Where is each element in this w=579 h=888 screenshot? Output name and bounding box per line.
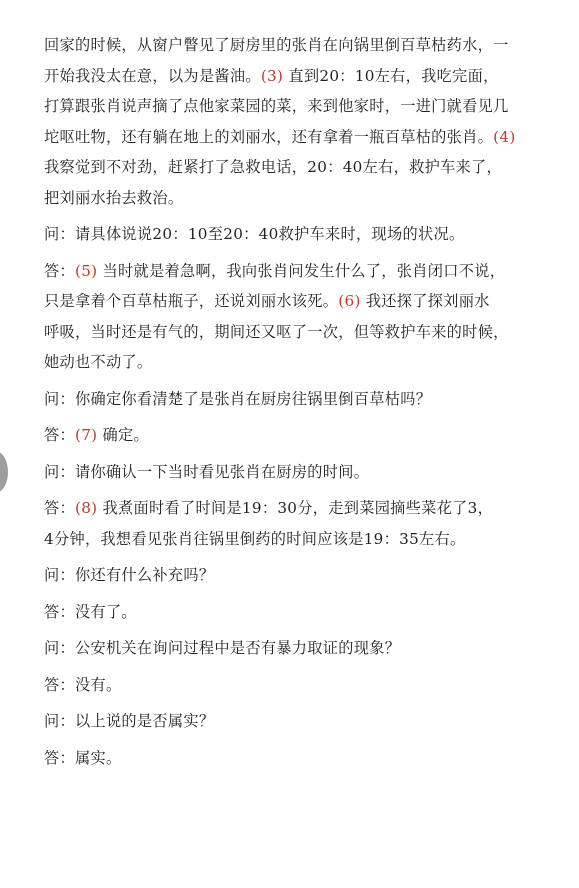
- text-segment: 答：: [44, 426, 75, 444]
- text-segment: 答：属实。: [44, 748, 122, 767]
- text-line: [44, 493, 562, 524]
- text-segment: 把刘丽水抬去救治。: [44, 188, 184, 207]
- text-line: [44, 743, 562, 774]
- text-segment: 回家的时候，从窗户瞥见了厨房里的张肖在向锅里倒百草枯药水，一: [44, 36, 509, 54]
- text-segment: 确定。: [97, 426, 149, 444]
- transcript-paragraph: [44, 560, 562, 591]
- text-line: [44, 30, 562, 61]
- text-line: [44, 91, 562, 122]
- annotation-marker: (5): [74, 261, 98, 280]
- text-line: [44, 347, 562, 378]
- text-segment: 答：: [44, 499, 75, 517]
- transcript-paragraph: [44, 219, 562, 250]
- text-line: [44, 122, 562, 153]
- text-segment: 问：你还有什么补充吗？: [44, 566, 215, 584]
- text-segment: 我察觉到不对劲，赶紧打了急救电话，20：40左右，救护车来了，: [44, 158, 503, 176]
- text-segment: 呼吸，当时还是有气的，期间还又呕了一次，但等救护车来的时候，: [44, 322, 509, 341]
- text-line: [44, 420, 562, 451]
- text-segment: 答：没有。: [44, 675, 122, 694]
- transcript-paragraph: [44, 670, 562, 701]
- text-segment: 当时就是着急啊，我向张肖问发生什么了，张肖闭口不说，: [97, 261, 506, 280]
- text-segment: 直到20：10左右，我吃完面，: [283, 66, 499, 85]
- text-segment: 问：请你确认一下当时看见张肖在厨房的时间。: [44, 462, 370, 481]
- side-scroll-handle[interactable]: [0, 452, 8, 492]
- text-line: [44, 61, 562, 92]
- text-line: [44, 524, 562, 555]
- text-line: [44, 706, 562, 737]
- transcript-paragraph: [44, 256, 562, 378]
- annotation-marker: (6): [338, 292, 361, 310]
- transcript-paragraph: [44, 30, 562, 213]
- text-segment: 开始我没太在意，以为是酱油。: [44, 66, 261, 85]
- text-segment: 问：你确定你看清楚了是张肖在厨房往锅里倒百草枯吗？: [44, 389, 432, 408]
- transcript-paragraph: [44, 420, 562, 451]
- text-segment: 她动也不动了。: [44, 353, 153, 371]
- annotation-marker: (8): [74, 499, 98, 517]
- annotation-marker: (7): [74, 426, 98, 444]
- transcript-paragraph: [44, 384, 562, 415]
- text-segment: 我煮面时看了时间是19：30分，走到菜园摘些菜花了3，: [97, 499, 494, 517]
- transcript-paragraph: [44, 706, 562, 737]
- text-segment: 问：公安机关在询问过程中是否有暴力取证的现象？: [44, 639, 401, 657]
- text-segment: 答：没有了。: [44, 602, 137, 621]
- text-segment: 我还探了探刘丽水: [360, 292, 490, 310]
- text-segment: 答：: [44, 261, 75, 280]
- text-line: [44, 633, 562, 664]
- text-line: [44, 183, 562, 214]
- text-line: [44, 286, 562, 317]
- text-line: [44, 560, 562, 591]
- annotation-marker: (3): [260, 66, 284, 85]
- transcript-paragraph: [44, 457, 562, 488]
- text-line: [44, 219, 562, 250]
- text-line: [44, 597, 562, 628]
- text-segment: 问：请具体说说20：10至20：40救护车来时，现场的状况。: [44, 225, 465, 243]
- text-segment: 打算跟张肖说声摘了点他家菜园的菜，来到他家时，一进门就看见几: [44, 97, 509, 115]
- text-line: [44, 384, 562, 415]
- transcript-paragraph: [44, 597, 562, 628]
- annotation-marker: (4): [493, 127, 516, 146]
- transcript-document: [44, 30, 562, 773]
- transcript-paragraph: [44, 633, 562, 664]
- text-segment: 坨呕吐物，还有躺在地上的刘丽水，还有拿着一瓶百草枯的张肖。: [44, 127, 494, 146]
- text-line: [44, 256, 562, 287]
- text-segment: 问：以上说的是否属实？: [44, 712, 215, 730]
- text-line: [44, 152, 562, 183]
- text-segment: 4分钟，我想看见张肖往锅里倒药的时间应该是19：35左右。: [44, 529, 466, 548]
- transcript-paragraph: [44, 493, 562, 554]
- text-segment: 只是拿着个百草枯瓶子，还说刘丽水该死。: [44, 292, 339, 310]
- text-line: [44, 670, 562, 701]
- transcript-paragraph: [44, 743, 562, 774]
- text-line: [44, 457, 562, 488]
- text-line: [44, 317, 562, 348]
